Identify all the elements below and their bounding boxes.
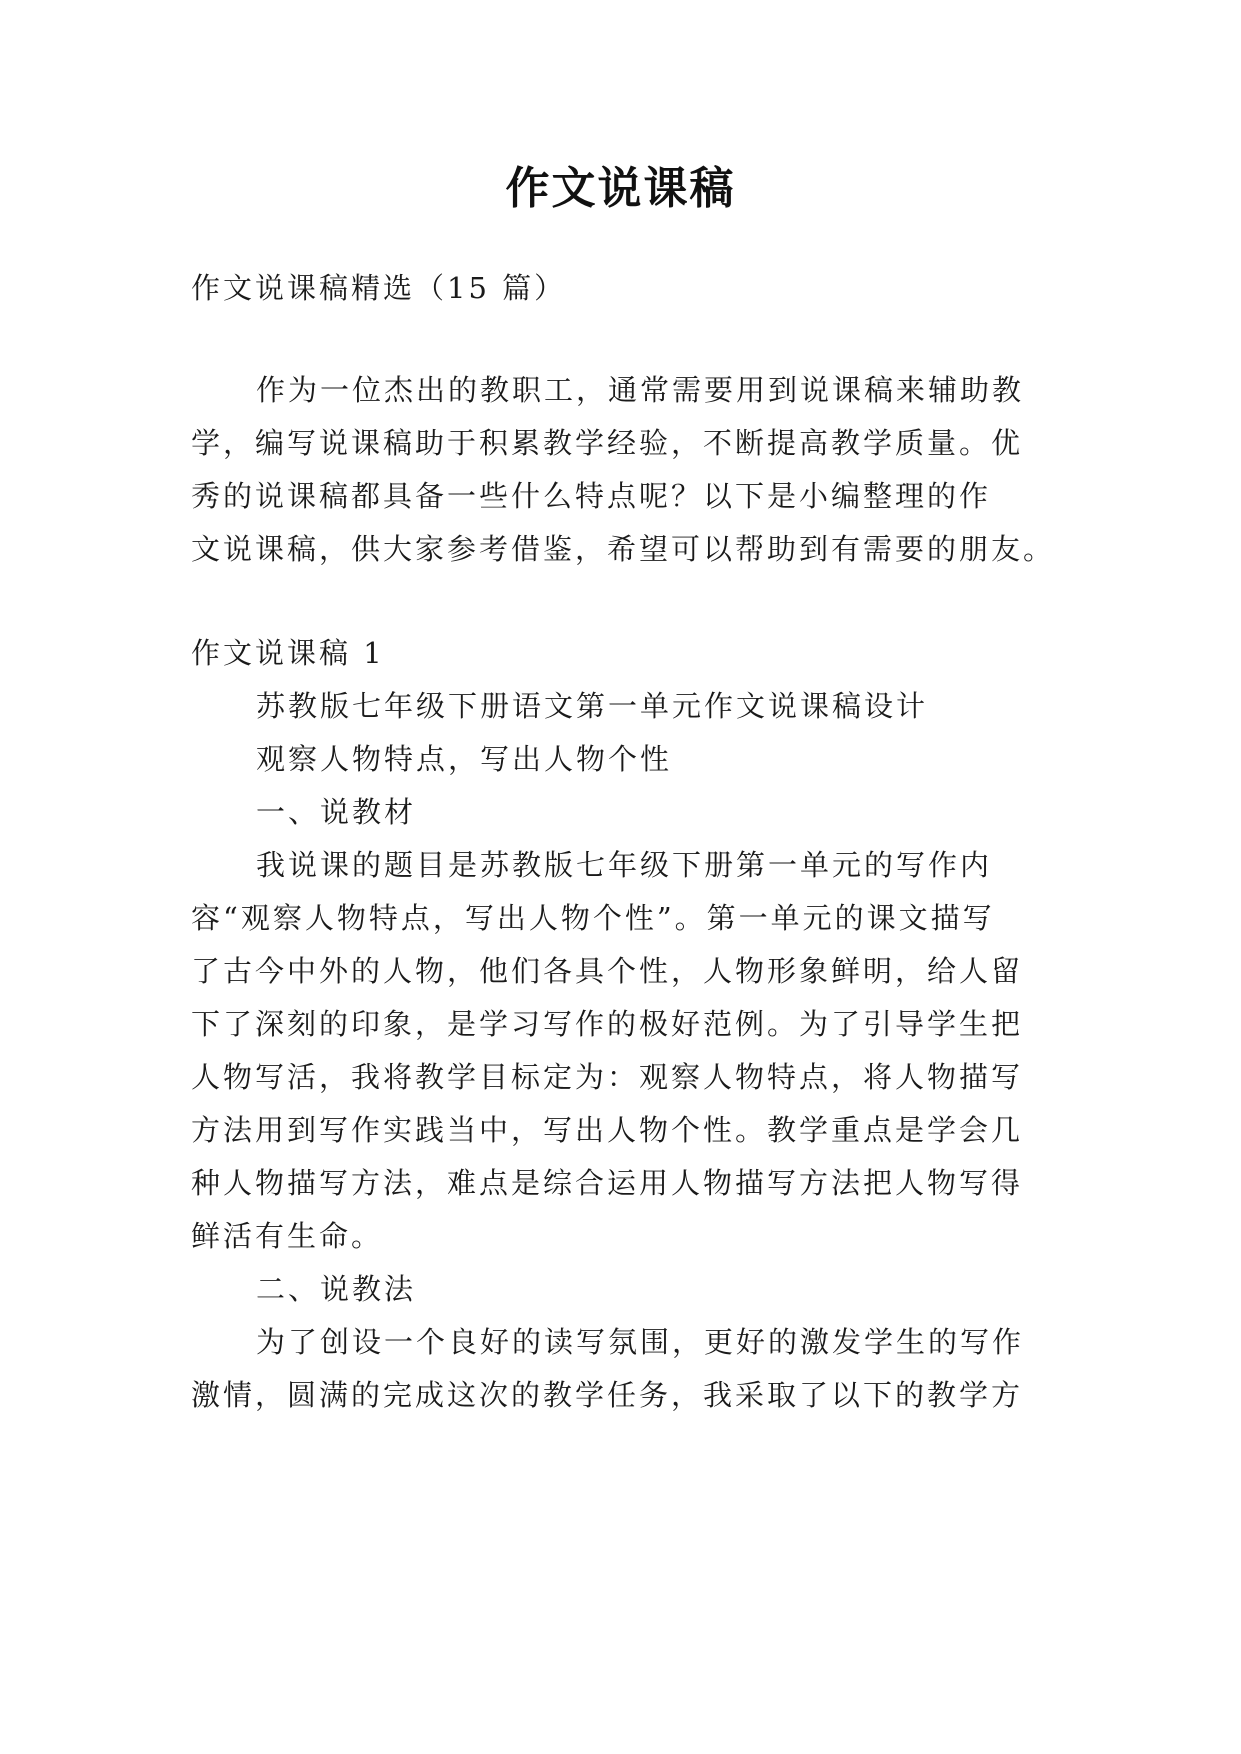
document-title: 作文说课稿 (505, 163, 736, 214)
part1-line: 鲜活有生命。 (191, 1219, 384, 1253)
section-heading: 作文说课稿 1 (191, 636, 385, 670)
document-subtitle: 作文说课稿精选（15 篇） (191, 271, 567, 305)
part1-line: 容“观察人物特点，写出人物个性”。第一单元的课文描写 (191, 901, 995, 935)
intro-line: 作为一位杰出的教职工，通常需要用到说课稿来辅助教 (256, 373, 1025, 407)
part2-line: 为了创设一个良好的读写氛围，更好的激发学生的写作 (256, 1325, 1025, 1359)
design-title: 苏教版七年级下册语文第一单元作文说课稿设计 (256, 689, 929, 723)
part1-line: 种人物描写方法，难点是综合运用人物描写方法把人物写得 (191, 1166, 1024, 1200)
part1-line: 方法用到写作实践当中，写出人物个性。教学重点是学会几 (191, 1113, 1024, 1147)
part1-line: 下了深刻的印象，是学习写作的极好范例。为了引导学生把 (191, 1007, 1024, 1041)
intro-line: 文说课稿，供大家参考借鉴，希望可以帮助到有需要的朋友。 (191, 532, 1056, 566)
topic-line: 观察人物特点，写出人物个性 (256, 742, 673, 776)
part1-line: 人物写活，我将教学目标定为：观察人物特点，将人物描写 (191, 1060, 1024, 1094)
intro-line: 学，编写说课稿助于积累教学经验，不断提高教学质量。优 (191, 426, 1024, 460)
part1-line: 了古今中外的人物，他们各具个性，人物形象鲜明，给人留 (191, 954, 1024, 988)
intro-line: 秀的说课稿都具备一些什么特点呢？以下是小编整理的作 (191, 479, 992, 513)
part2-line: 激情，圆满的完成这次的教学任务，我采取了以下的教学方 (191, 1378, 1024, 1412)
part1-heading: 一、说教材 (256, 795, 417, 829)
part2-heading: 二、说教法 (256, 1272, 417, 1306)
part1-line: 我说课的题目是苏教版七年级下册第一单元的写作内 (256, 848, 993, 882)
